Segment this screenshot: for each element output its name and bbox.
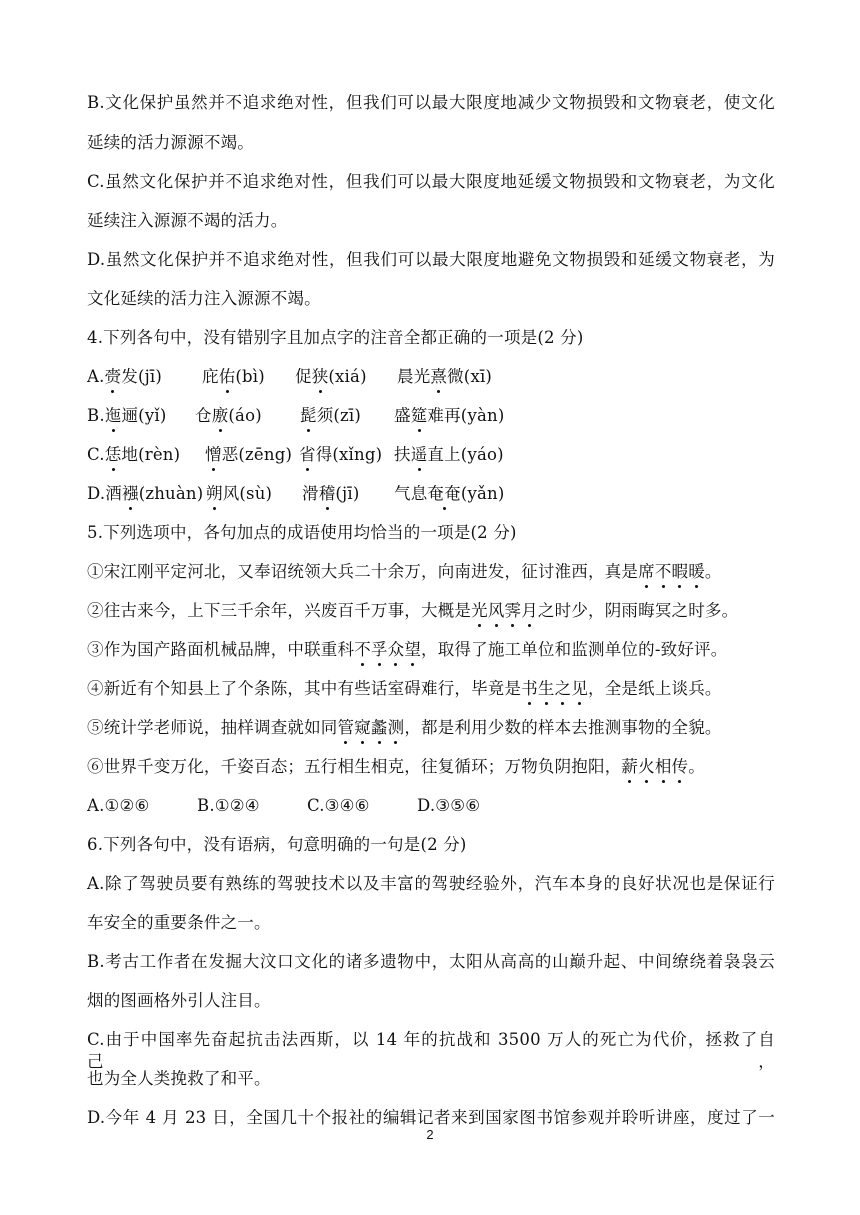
q4-b-item-2: 仓廒(áo) [195,406,262,425]
q3-option-d-line2: 文化延续的活力注入源源不竭。 [87,289,321,308]
q4-c-item-4: 扶遥直上(yáo) [394,445,504,464]
q4-d-item-1: D.酒襁(zhuàn) [87,484,204,503]
q4-d-item-3: 滑稽(jī) [302,484,360,503]
q4-c-item-1: C.恁地(rèn) [87,445,181,464]
q5-s5-idiom: 管窥蠡测 [337,718,405,737]
q5-s6-idiom: 薪火相传 [621,757,689,776]
q5-sentence-4: ④新近有个知县上了个条陈，其中有些话室碍难行，毕竟是书生之见，全是纸上谈兵。 [87,679,722,698]
q6-option-a-line2: 车安全的重要条件之一。 [87,913,271,932]
q6-option-d-line1: D.今年 4 月 23 日，全国几十个报社的编辑记者来到国家图书馆参观并聆听讲座，度过了一 [87,1108,775,1127]
q4-a-item-1: A.赍发(jī) [87,367,163,386]
q5-sentence-1: ①宋江刚平定河北，又奉诏统领大兵二十余万，向南进发，征讨淮西，真是席不暇暖。 [87,562,722,581]
q3-option-c-line2: 延续注入源源不竭的活力。 [87,211,288,230]
q4-d-item-4: 气息奄奄(yǎn) [394,484,505,503]
q5-stem: 5.下列选项中，各句加点的成语使用均恰当的一项是(2 分) [87,523,517,542]
q4-d-item-2: 朔风(sù) [206,484,273,503]
q3-option-c-line1: C.虽然文化保护并不追求绝对性，但我们可以最大限度地延缓文物损毁和文物衰老，为文化 [87,172,775,191]
q5-option-d: D.③⑤⑥ [417,796,481,815]
q5-sentence-2: ②往古来今，上下三千余年，兴废百千万事，大概是光风霁月之时少，阴雨晦冥之时多。 [87,601,739,620]
q4-stem: 4.下列各句中，没有错别字且加点字的注音全都正确的一项是(2 分) [87,328,584,347]
q5-sentence-6: ⑥世界千变万化，千姿百态；五行相生相克，往复循环；万物负阴抱阳，薪火相传。 [87,757,705,776]
q3-option-b-line1: B.文化保护虽然并不追求绝对性，但我们可以最大限度地减少文物损毁和文物衰老，使文化 [87,93,775,112]
q5-option-b: B.①②④ [197,796,260,815]
q6-option-b-line2: 烟的图画格外引人注目。 [87,991,271,1010]
q5-s1-idiom: 席不暇暖 [638,562,705,581]
q4-a-item-4: 晨光熹微(xī) [397,367,493,386]
q4-a-item-3: 促狭(xiá) [295,367,367,386]
page-number: 2 [426,1127,434,1142]
q3-option-d-line1: D.虽然文化保护并不追求绝对性，但我们可以最大限度地避免文物损毁和延缓文物衰老，为 [87,250,775,269]
q5-sentence-3: ③作为国产路面机械品牌，中联重科不孚众望，取得了施工单位和监测单位的-致好评。 [87,640,728,659]
q5-option-c: C.③④⑥ [307,796,370,815]
q5-s2-idiom: 光风霁月 [471,601,538,620]
q5-option-a: A.①②⑥ [87,796,150,815]
q4-b-item-4: 盛筵难再(yàn) [394,406,505,425]
q3-option-b-line2: 延续的活力源源不竭。 [87,133,254,152]
q6-option-c-line2: 也为全人类挽救了和平。 [87,1069,271,1088]
q4-c-item-3: 省得(xǐng) [299,445,383,464]
q4-b-item-1: B.迤逦(yǐ) [87,406,167,425]
q5-s4-idiom: 书生之见 [521,679,589,698]
q5-s3-idiom: 不孚众望 [354,640,422,659]
q6-option-a-line1: A.除了驾驶员要有熟练的驾驶技术以及丰富的驾驶经验外，汽车本身的良好状况也是保证行 [87,874,775,893]
q6-stem: 6.下列各句中，没有语病，句意明确的一句是(2 分) [87,835,467,854]
q5-sentence-5: ⑤统计学老师说，抽样调查就如同管窥蠡测，都是利用少数的样本去推测事物的全貌。 [87,718,722,737]
q6-option-b-line1: B.考古工作者在发掘大汶口文化的诸多遗物中，太阳从高高的山巅升起、中间缭绕着袅袅云 [87,952,775,971]
q4-c-item-2: 憎恶(zēng) [205,445,293,464]
q6-option-c-line1: C.由于中国率先奋起抗击法西斯，以 14 年的抗战和 3500 万人的死亡为代价，拯救了自己， [87,1030,775,1071]
q4-a-item-2: 庇佑(bì) [202,367,265,386]
q4-b-item-3: 髭须(zī) [300,406,362,425]
